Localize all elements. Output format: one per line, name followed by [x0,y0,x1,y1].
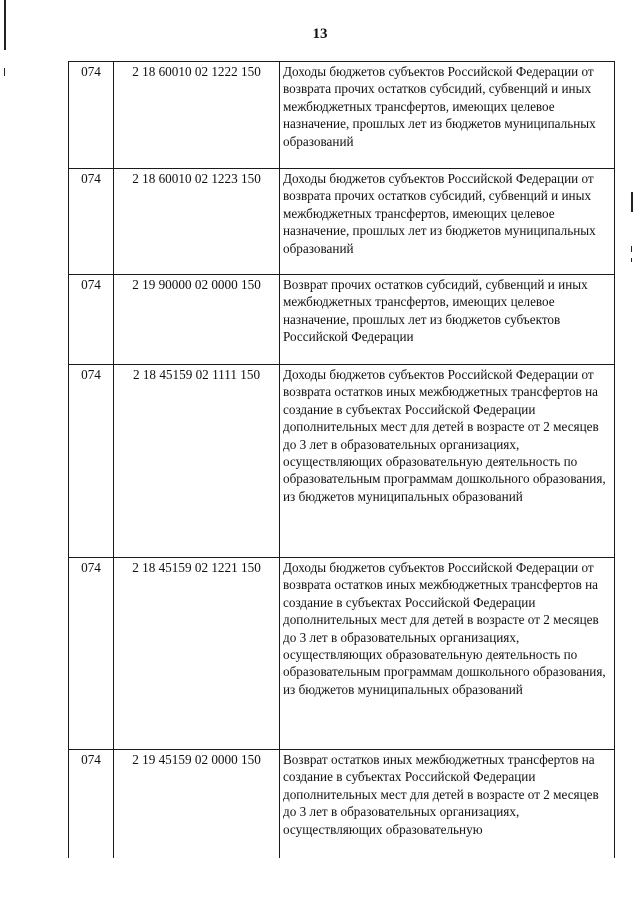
budget-code-cell: 2 18 60010 02 1223 150 [114,169,280,275]
table-row [69,62,615,169]
budget-code-cell: 2 19 90000 02 0000 150 [114,275,280,365]
scan-artifact [631,192,633,212]
table-row [69,750,615,858]
admin-code-cell: 074 [69,558,114,750]
scan-artifact [4,68,5,76]
budget-code-cell: 2 18 45159 02 1111 150 [114,365,280,558]
revenue-name-cell: Возврат остатков иных межбюджетных трансфертов на создание в субъектах Российской Федерации дополнительных мест для детей в возрасте от 2 месяцев до 3 лет в образовательных организациях, осуществляющих образовательную [280,750,615,858]
admin-code-cell: 074 [69,169,114,275]
admin-code-cell: 074 [69,62,114,169]
revenue-name-cell: Доходы бюджетов субъектов Российской Федерации от возврата прочих остатков субсидий, субвенций и иных межбюджетных трансфертов, имеющих целевое назначение, прошлых лет из бюджетов муниципальных образований [280,169,615,275]
table-row [69,275,615,365]
revenue-name-cell: Доходы бюджетов субъектов Российской Федерации от возврата остатков иных межбюджетных трансфертов на создание в субъектах Российской Федерации дополнительных мест для детей в возрасте от 2 месяцев до 3 лет в образовательных организациях, осуществляющих образовательную деятельность по образовательным программам дошкольного образования, из бюджетов муниципальных образований [280,365,615,558]
admin-code-cell: 074 [69,275,114,365]
admin-code-cell: 074 [69,365,114,558]
scan-artifact [631,246,632,252]
revenue-name-cell: Доходы бюджетов субъектов Российской Федерации от возврата прочих остатков субсидий, субвенций и иных межбюджетных трансфертов, имеющих целевое назначение, прошлых лет из бюджетов муниципальных образований [280,62,615,169]
scan-artifact [631,258,632,262]
budget-code-cell: 2 18 45159 02 1221 150 [114,558,280,750]
revenue-name-cell: Доходы бюджетов субъектов Российской Федерации от возврата остатков иных межбюджетных трансфертов на создание в субъектах Российской Федерации дополнительных мест для детей в возрасте от 2 месяцев до 3 лет в образовательных организациях, осуществляющих образовательную деятельность по образовательным программам дошкольного образования, из бюджетов муниципальных образований [280,558,615,750]
admin-code-cell: 074 [69,750,114,858]
budget-code-cell: 2 19 45159 02 0000 150 [114,750,280,858]
table-row [69,558,615,750]
table-row [69,169,615,275]
table-row [69,365,615,558]
revenue-codes-table [68,61,615,858]
budget-code-cell: 2 18 60010 02 1222 150 [114,62,280,169]
scan-artifact [4,0,6,50]
revenue-name-cell: Возврат прочих остатков субсидий, субвенций и иных межбюджетных трансфертов, имеющих целевое назначение, прошлых лет из бюджетов субъектов Российской Федерации [280,275,615,365]
page-number: 13 [312,26,328,42]
